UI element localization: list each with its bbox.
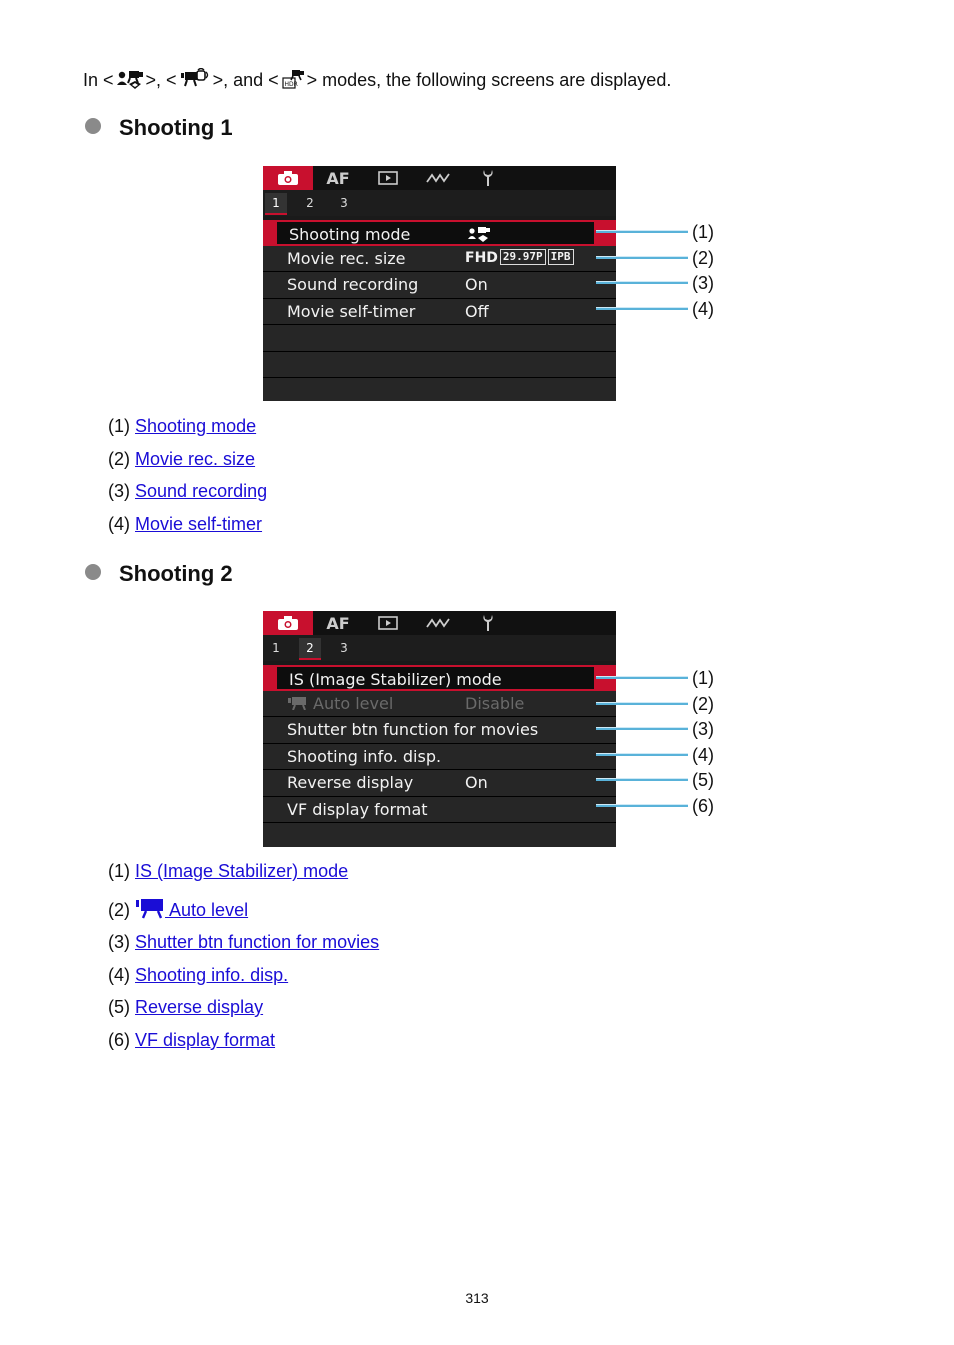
link-reverse-display[interactable]: Reverse display <box>135 997 264 1017</box>
playback-icon <box>377 615 399 631</box>
menu-tab-bar <box>263 611 616 636</box>
link-movie-self-timer[interactable]: Movie self-timer <box>135 514 263 534</box>
camera-icon <box>277 615 299 631</box>
link-sound-recording[interactable]: Sound recording <box>135 481 268 501</box>
tab-af[interactable]: AF <box>326 168 350 188</box>
list-item: (4) Shooting info. disp. <box>108 965 289 985</box>
menu-row-shutter-btn-function[interactable]: Shutter btn function for movies <box>263 717 616 744</box>
intro-text: In < >, < >, and < HDR > modes, the following screens are displayed. <box>83 67 671 97</box>
menu-row-empty <box>263 352 616 379</box>
callout-line-3 <box>596 728 688 730</box>
movie-creative-mode-icon <box>116 68 144 97</box>
bullet-dot <box>85 118 101 134</box>
tab-setup[interactable] <box>463 611 513 635</box>
menu-rows <box>263 220 616 401</box>
callout-line-2 <box>596 703 688 705</box>
subtab-1[interactable]: 1 <box>272 641 280 655</box>
link-auto-level[interactable]: Auto level <box>135 900 248 920</box>
movie-is-mode-icon <box>179 68 211 97</box>
tab-shooting[interactable] <box>263 611 313 635</box>
list-item: (3) Sound recording <box>108 481 268 501</box>
menu-row-auto-level[interactable]: Auto level Disable <box>263 691 616 718</box>
menu-row-shooting-mode[interactable]: Shooting mode <box>263 220 616 246</box>
link-movie-rec-size[interactable]: Movie rec. size <box>135 449 256 469</box>
selection-marker <box>265 667 277 689</box>
playback-icon <box>377 170 399 186</box>
wrench-icon <box>480 169 496 187</box>
menu-row-movie-self-timer[interactable]: Movie self-timer Off <box>263 299 616 326</box>
menu-row-empty <box>263 823 616 847</box>
tab-wireless[interactable] <box>413 611 463 635</box>
menu-row-empty <box>263 325 616 352</box>
tab-wireless[interactable] <box>413 166 463 190</box>
callout-line-1 <box>596 677 688 679</box>
movie-hdr-mode-icon <box>281 68 305 97</box>
menu-row-is-mode[interactable]: IS (Image Stabilizer) mode <box>263 665 616 691</box>
list-item: (5) Reverse display <box>108 997 264 1017</box>
list-item: (2) Movie rec. size <box>108 449 256 469</box>
callout-line-4 <box>596 754 688 756</box>
link-shooting-mode[interactable]: Shooting mode <box>135 416 257 436</box>
link-vf-display-format[interactable]: VF display format <box>135 1030 276 1050</box>
section-heading-shooting-2: Shooting 2 <box>85 560 233 588</box>
tab-setup[interactable] <box>463 166 513 190</box>
tab-shooting[interactable] <box>263 166 313 190</box>
subtab-2[interactable]: 2 <box>299 638 321 660</box>
callout-number-4: (4) <box>692 299 714 319</box>
svg-text:HDR: HDR <box>284 81 298 88</box>
callout-number-6: (6) <box>692 796 714 816</box>
list-item: (2) Auto level <box>108 897 248 922</box>
wrench-icon <box>480 614 496 632</box>
camera-menu-screen-shooting-2 <box>263 611 616 847</box>
tab-af[interactable]: AF <box>326 613 350 633</box>
movie-auto-level-icon <box>135 897 165 919</box>
tab-playback[interactable] <box>363 611 413 635</box>
menu-row-reverse-display[interactable]: Reverse display On <box>263 770 616 797</box>
bullet-dot <box>85 564 101 580</box>
callout-number-4: (4) <box>692 745 714 765</box>
callout-line-3 <box>596 282 688 284</box>
menu-subtab-bar <box>263 190 616 216</box>
wireless-icon <box>425 615 451 631</box>
list-item: (1) IS (Image Stabilizer) mode <box>108 861 349 881</box>
list-item: (4) Movie self-timer <box>108 514 263 534</box>
tab-playback[interactable] <box>363 166 413 190</box>
camera-icon <box>277 170 299 186</box>
callout-line-5 <box>596 779 688 781</box>
menu-row-shooting-info-disp[interactable]: Shooting info. disp. <box>263 744 616 771</box>
callout-line-2 <box>596 257 688 259</box>
subtab-3[interactable]: 3 <box>340 641 348 655</box>
camera-menu-screen-shooting-1 <box>263 166 616 401</box>
link-shooting-info-disp[interactable]: Shooting info. disp. <box>135 965 289 985</box>
callout-number-1: (1) <box>692 668 714 688</box>
callout-number-2: (2) <box>692 248 714 268</box>
menu-rows <box>263 665 616 847</box>
subtab-3[interactable]: 3 <box>340 196 348 210</box>
list-item: (6) VF display format <box>108 1030 276 1050</box>
value-movie-creative-mode-icon <box>467 222 491 247</box>
callout-number-5: (5) <box>692 770 714 790</box>
callout-line-6 <box>596 805 688 807</box>
callout-number-2: (2) <box>692 694 714 714</box>
movie-auto-level-icon <box>287 696 309 710</box>
menu-row-vf-display-format[interactable]: VF display format <box>263 797 616 824</box>
menu-row-empty <box>263 378 616 401</box>
callout-number-3: (3) <box>692 719 714 739</box>
link-is-mode[interactable]: IS (Image Stabilizer) mode <box>135 861 349 881</box>
menu-tab-bar <box>263 166 616 191</box>
callout-line-4 <box>596 308 688 310</box>
list-item: (1) Shooting mode <box>108 416 257 436</box>
callout-number-3: (3) <box>692 273 714 293</box>
wireless-icon <box>425 170 451 186</box>
menu-subtab-bar <box>263 635 616 661</box>
subtab-2[interactable]: 2 <box>306 196 314 210</box>
link-shutter-btn-function[interactable]: Shutter btn function for movies <box>135 932 380 952</box>
list-item: (3) Shutter btn function for movies <box>108 932 380 952</box>
callout-line-1 <box>596 231 688 233</box>
subtab-1[interactable]: 1 <box>265 193 287 215</box>
selection-marker <box>265 222 277 244</box>
menu-row-movie-rec-size[interactable]: Movie rec. size FHD 29.97P IPB <box>263 246 616 273</box>
callout-number-1: (1) <box>692 222 714 242</box>
section-heading-shooting-1: Shooting 1 <box>85 114 233 142</box>
menu-row-sound-recording[interactable]: Sound recording On <box>263 272 616 299</box>
page-number: 313 <box>465 1290 489 1306</box>
